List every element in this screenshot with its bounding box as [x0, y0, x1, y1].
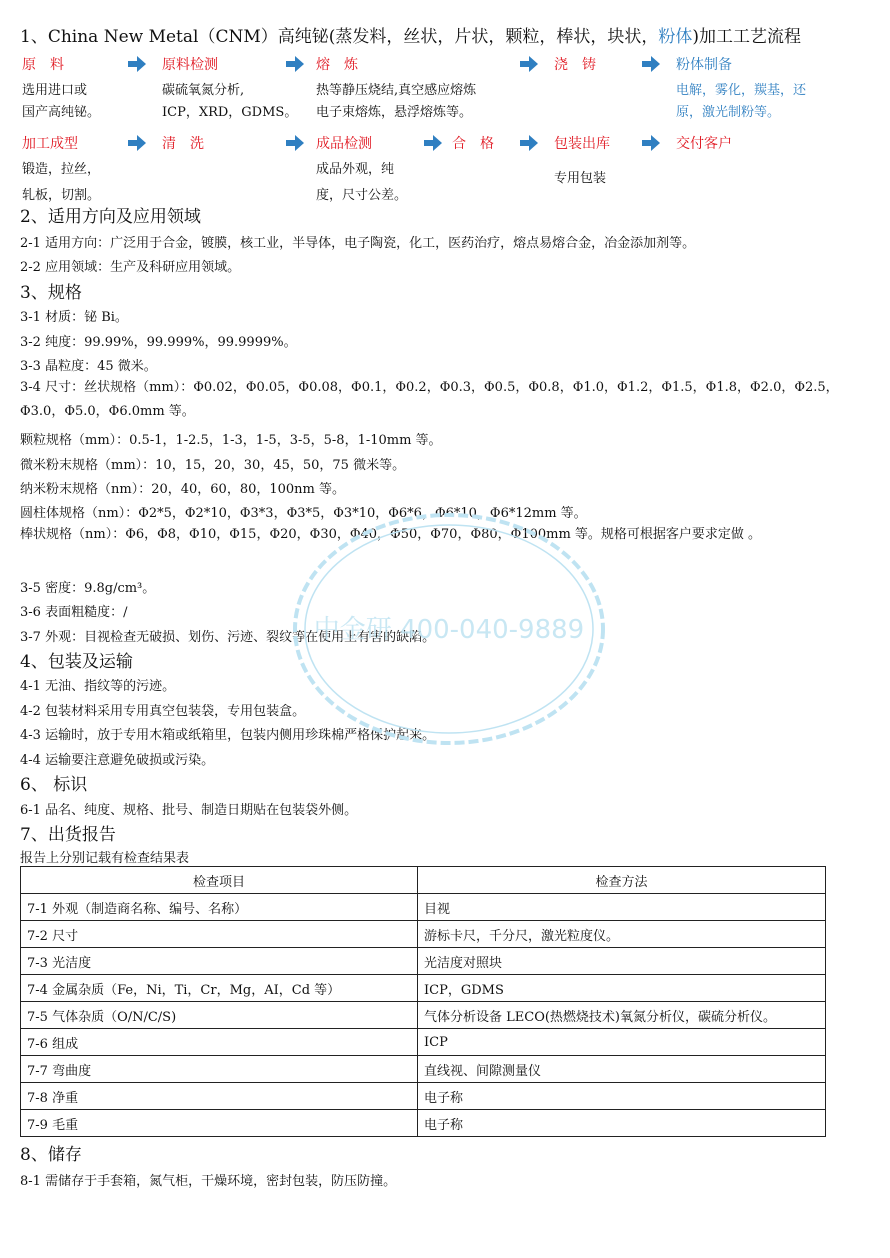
title-prefix: 1、China New Metal（CNM）高纯铋(蒸发料，丝状，片状，颗粒，棒状，块状， [20, 27, 659, 47]
paragraph-8-1: 8-1 需储存于手套箱，氮气柜，干燥环境，密封包装，防压防撞。 [20, 1174, 397, 1189]
flow-step-cleaning: 清 洗 [162, 136, 204, 152]
table-row: 7-4 金属杂质（Fe，Ni，Ti，Cr，Mg，AI，Cd 等） ICP，GDMS [21, 975, 826, 1002]
table-row: 7-2 尺寸 游标卡尺，千分尺，激光粒度仪。 [21, 921, 826, 948]
flow-step-inspection: 原料检测 [162, 57, 218, 73]
paragraph-4-4: 4-4 运输要注意避免破损或污染。 [20, 753, 215, 768]
paragraph-3-1: 3-1 材质：铋 Bi。 [20, 310, 128, 325]
flow-step-casting: 浇 铸 [554, 57, 596, 73]
flow-step-smelting: 熔 炼 [316, 57, 358, 73]
watermark-text: 中金研 400-040-9889 [313, 615, 585, 645]
paragraph-2-2: 2-2 应用领域：生产及科研应用领域。 [20, 260, 241, 275]
flow-arrow-icon [520, 135, 538, 151]
flow-arrow-icon [128, 135, 146, 151]
flow-desc-product-inspection: 成品外观，纯 度，尺寸公差。 [316, 162, 408, 203]
paragraph-6-1: 6-1 品名、纯度、规格、批号、制造日期贴在包装袋外侧。 [20, 803, 358, 818]
flow-arrow-icon [520, 56, 538, 72]
table-header-item: 检查项目 [21, 867, 418, 894]
flow-desc-raw-material: 选用进口或 国产高纯铋。 [22, 83, 101, 120]
flow-step-raw-material: 原 料 [22, 57, 64, 73]
paragraph-rod-spec: 棒状规格（nm）：Φ6，Φ8，Φ10，Φ15，Φ20，Φ30，Φ40，Φ50，Φ70，Φ80，Φ100mm 等。规格可根据客户要求定做 。 [20, 527, 762, 542]
paragraph-3-4: 3-4 尺寸：丝状规格（mm）：Φ0.02，Φ0.05，Φ0.08，Φ0.1，Φ0.2，Φ0.3，Φ0.5，Φ0.8，Φ1.0，Φ1.2，Φ1.5，Φ1.8，Φ2.0，Φ2.5，Φ3.0，Φ5.0，Φ6.0mm 等。 [20, 380, 839, 419]
table-row: 7-9 毛重 电子称 [21, 1110, 826, 1137]
section-heading-7: 7、出货报告 [20, 825, 116, 845]
flow-step-deliver: 交付客户 [676, 136, 732, 152]
table-row: 7-7 弯曲度 直线视、间隙测量仪 [21, 1056, 826, 1083]
paragraph-micro-powder-spec: 微米粉末规格（mm）：10，15，20，30，45，50，75 微米等。 [20, 458, 406, 473]
paragraph-3-5: 3-5 密度：9.8g/cm³。 [20, 581, 156, 596]
flow-step-qualified: 合 格 [452, 136, 494, 152]
flow-arrow-icon [424, 135, 442, 151]
paragraph-4-1: 4-1 无油、指纹等的污迹。 [20, 679, 176, 694]
flow-arrow-icon [642, 135, 660, 151]
section-heading-4: 4、包装及运输 [20, 652, 133, 672]
paragraph-4-2: 4-2 包装材料采用专用真空包装袋，专用包装盒。 [20, 704, 306, 719]
section-heading-6: 6、 标识 [20, 775, 88, 795]
paragraph-3-2: 3-2 纯度：99.99%，99.999%，99.9999%。 [20, 335, 297, 350]
paragraph-cylinder-spec: 圆柱体规格（nm）：Φ2*5，Φ2*10，Φ3*3，Φ3*5，Φ3*10，Φ6*6，Φ6*10，Φ6*12mm 等。 [20, 506, 587, 521]
paragraph-3-6: 3-6 表面粗糙度：/ [20, 605, 128, 620]
flow-desc-forming: 锻造，拉丝， 轧板，切割。 [22, 162, 101, 203]
flow-desc-packing: 专用包装 [554, 171, 607, 186]
section-heading-2: 2、适用方向及应用领域 [20, 207, 201, 227]
flow-desc-powder: 电解，雾化，羰基，还 原，激光制粉等。 [676, 83, 807, 120]
flow-arrow-icon [642, 56, 660, 72]
paragraph-3-7: 3-7 外观：目视检查无破损、划伤、污迹、裂纹等在使用上有害的缺陷。 [20, 630, 436, 645]
table-header-row [21, 867, 826, 894]
flow-desc-smelting: 热等静压烧结,真空感应熔炼 电子束熔炼，悬浮熔炼等。 [316, 83, 477, 120]
title-suffix: )加工工艺流程 [692, 27, 802, 47]
paragraph-granule-spec: 颗粒规格（mm）：0.5-1，1-2.5，1-3，1-5，3-5，5-8，1-10mm 等。 [20, 433, 442, 448]
table-row: 7-8 净重 电子称 [21, 1083, 826, 1110]
paragraph-3-3: 3-3 晶粒度：45 微米。 [20, 359, 157, 374]
flow-step-forming: 加工成型 [22, 136, 78, 152]
flow-desc-inspection: 碳硫氧氮分析, ICP，XRD，GDMS。 [162, 83, 298, 120]
flow-step-powder: 粉体制备 [676, 57, 732, 73]
report-intro: 报告上分别记载有检查结果表 [20, 851, 190, 866]
inspection-report-table [20, 866, 826, 1137]
section-heading-8: 8、储存 [20, 1145, 82, 1165]
flow-arrow-icon [128, 56, 146, 72]
table-row: 7-6 组成 ICP [21, 1029, 826, 1056]
process-flow-title [20, 22, 801, 47]
table-row: 7-3 光洁度 光洁度对照块 [21, 948, 826, 975]
table-header-method: 检查方法 [418, 867, 826, 894]
paragraph-2-1: 2-1 适用方向：广泛用于合金，镀膜，核工业，半导体，电子陶瓷，化工，医药治疗，熔点易熔合金，冶金添加剂等。 [20, 236, 696, 251]
title-highlight: 粉体 [658, 27, 693, 47]
paragraph-nano-powder-spec: 纳米粉末规格（nm）：20，40，60，80，100nm 等。 [20, 482, 346, 497]
section-heading-3: 3、规格 [20, 283, 82, 303]
flow-arrow-icon [286, 135, 304, 151]
table-row: 7-1 外观（制造商名称、编号、名称） 目视 [21, 894, 826, 921]
paragraph-4-3: 4-3 运输时，放于专用木箱或纸箱里，包装内侧用珍珠棉严格保护起来。 [20, 728, 436, 743]
flow-arrow-icon [286, 56, 304, 72]
flow-step-packing-outbound: 包装出库 [554, 136, 610, 152]
table-row: 7-5 气体杂质（O/N/C/S) 气体分析设备 LECO(热燃烧技术)氧氮分析仪，碳硫分析仪。 [21, 1002, 826, 1029]
flow-step-product-inspection: 成品检测 [316, 136, 372, 152]
